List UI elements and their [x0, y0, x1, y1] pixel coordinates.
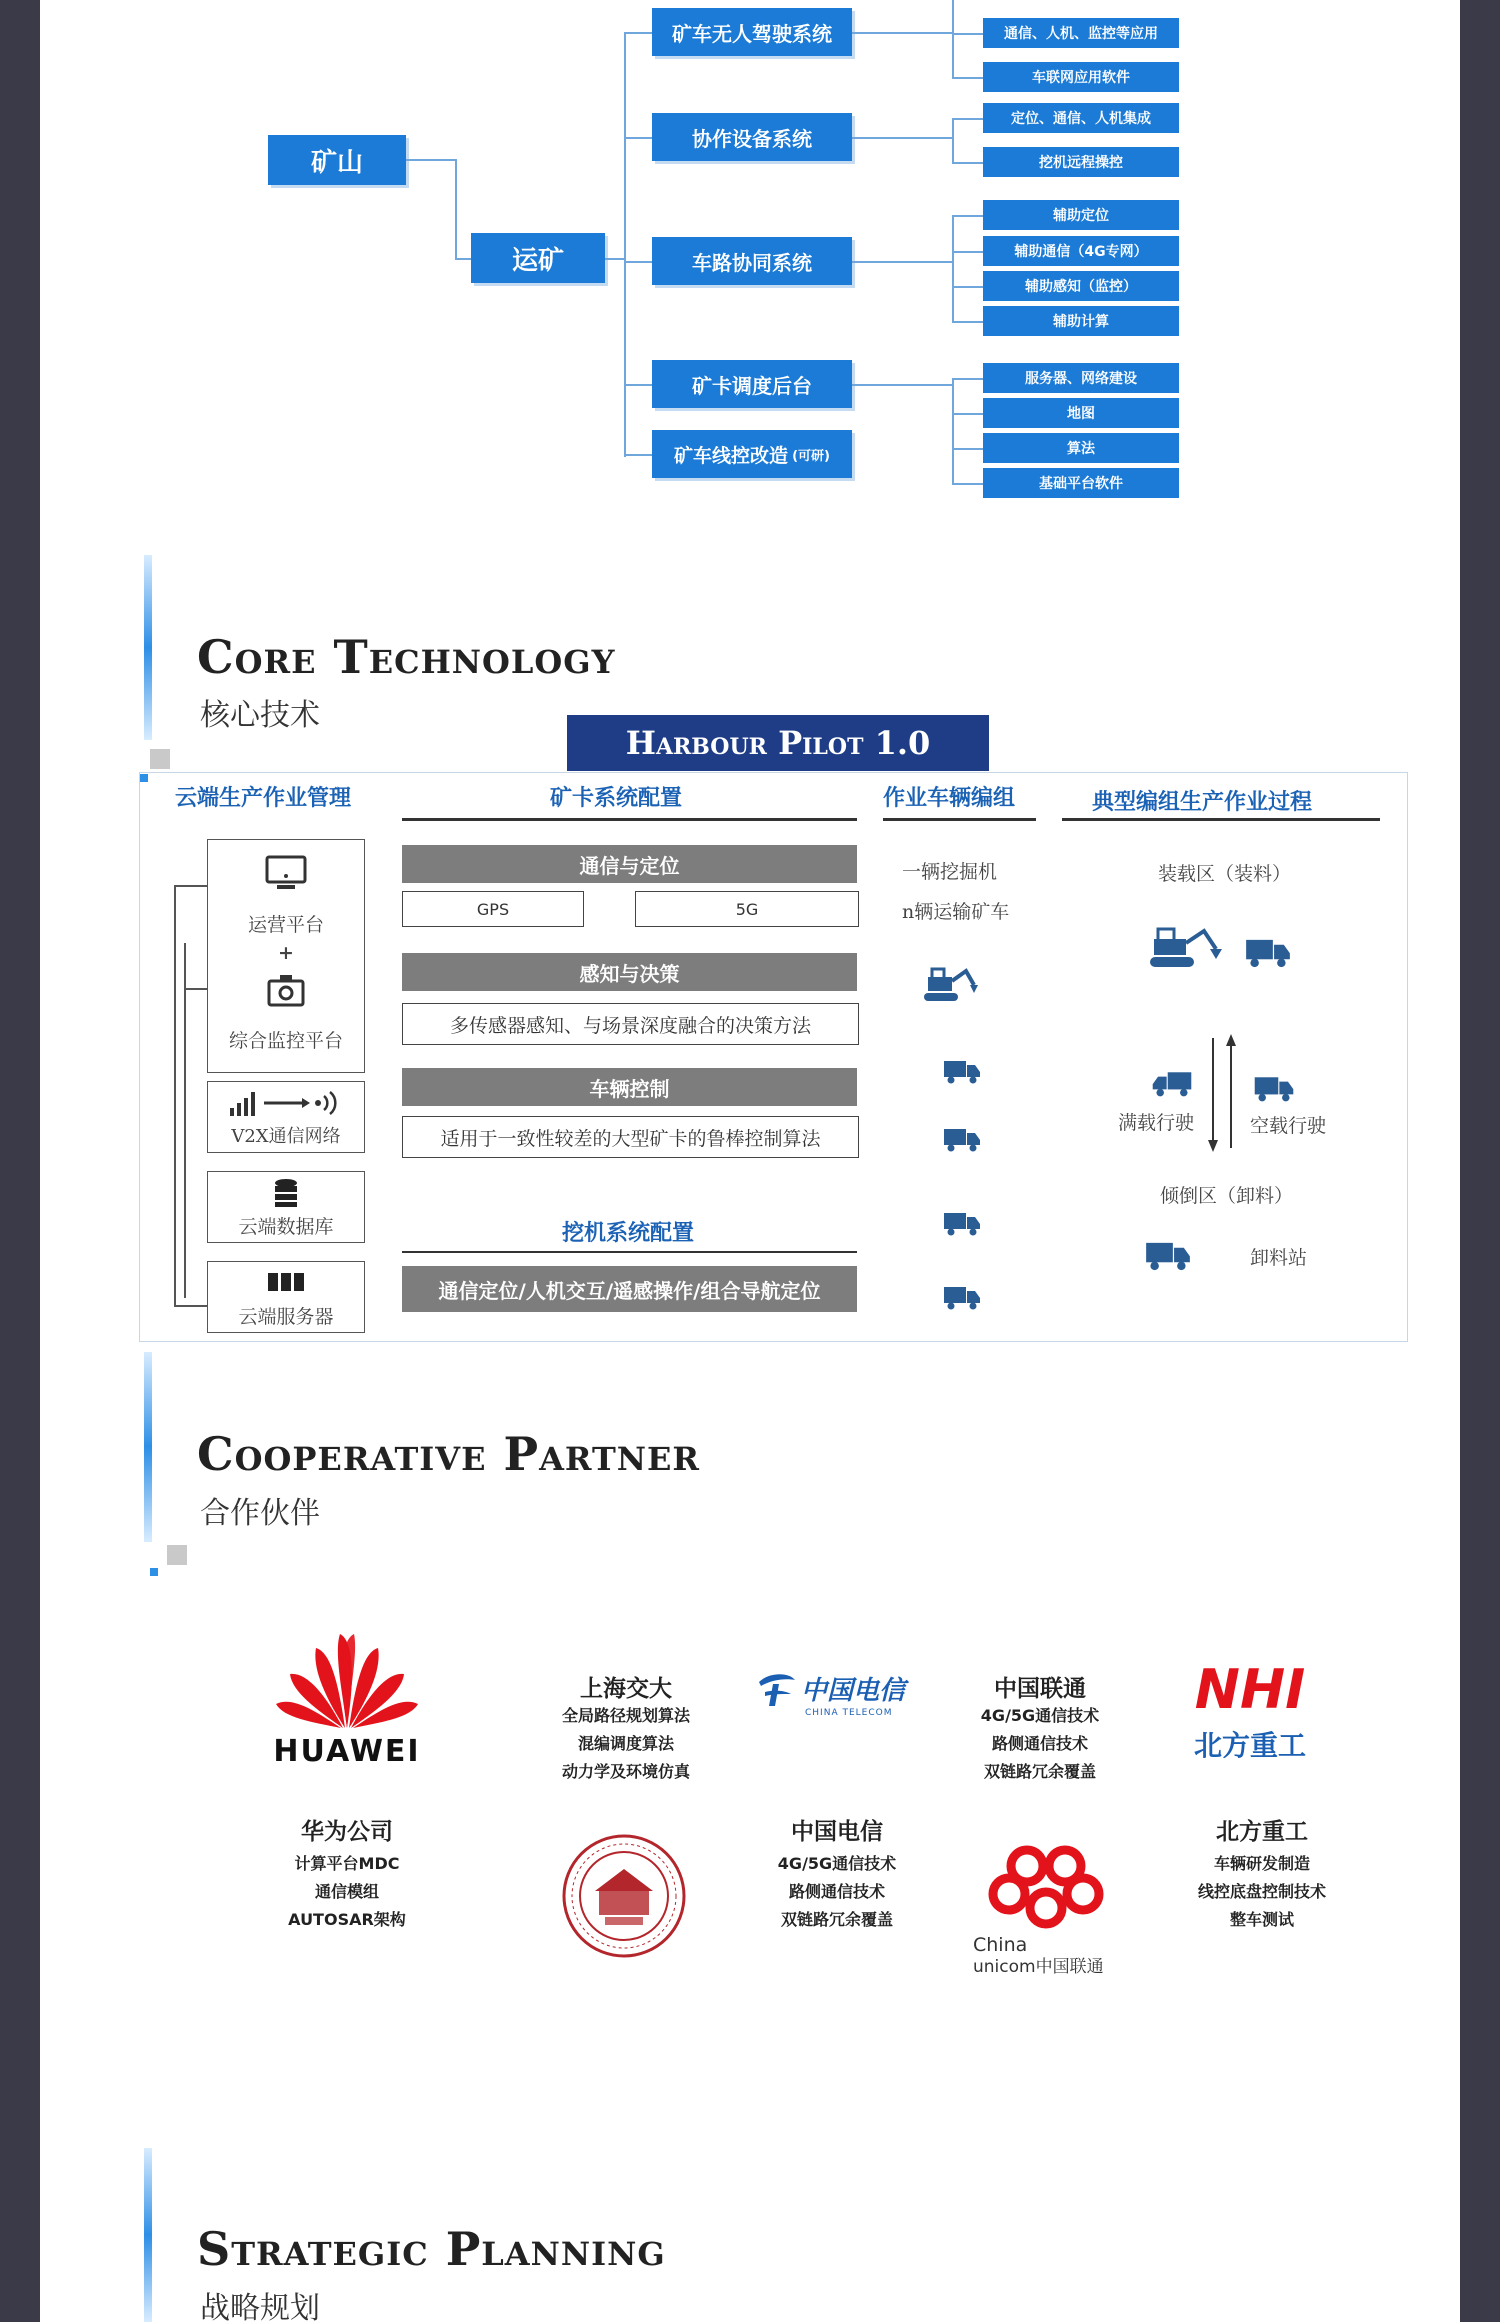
control-bar: 车辆控制 [402, 1068, 857, 1106]
connector [952, 0, 954, 78]
core-tech-title: Core Technology [197, 630, 616, 684]
leaf: 地图 [983, 398, 1179, 428]
system-4 [652, 430, 852, 478]
fleet-line1: 一辆挖掘机 [902, 861, 998, 883]
dump-area: 倾倒区（卸料） [1160, 1185, 1294, 1207]
huawei-item: 通信模组 [314, 1882, 379, 1901]
camera-icon [265, 972, 307, 1010]
leaf: 定位、通信、人机集成 [983, 103, 1179, 133]
col3-head: 作业车辆编组 [883, 785, 1016, 811]
huawei-wordmark: HUAWEI [273, 1734, 421, 1769]
sjtu-name: 上海交大 [580, 1676, 672, 1702]
col3-underline [883, 818, 1036, 821]
sjtu-item: 混编调度算法 [577, 1734, 674, 1753]
connector [952, 162, 983, 164]
col2-head: 矿卡系统配置 [550, 785, 683, 811]
database-box [207, 1171, 365, 1243]
unicom-wordmark-en1: China [973, 1934, 1028, 1956]
system-0: 矿车无人驾驶系统 [652, 8, 852, 56]
connector [952, 483, 983, 485]
connector [952, 321, 983, 323]
section-accent-bar [144, 2148, 152, 2322]
signal-icon [226, 1088, 346, 1118]
leaf: 辅助通信（4G专网） [983, 236, 1179, 266]
col1-connector [184, 943, 186, 1298]
connector [952, 118, 983, 120]
sjtu-item: 动力学及环境仿真 [561, 1762, 690, 1781]
platform-box [207, 839, 365, 1073]
truck-icon [942, 1057, 982, 1085]
huawei-logo [272, 1630, 422, 1780]
monitor-platform-label: 综合监控平台 [228, 1030, 343, 1052]
perception-bar: 感知与决策 [402, 953, 857, 991]
connector [952, 215, 983, 217]
connector [952, 286, 983, 288]
leaf: 服务器、网络建设 [983, 363, 1179, 393]
gps-box: GPS [402, 891, 584, 927]
telecom-desc [747, 1850, 927, 1934]
col2-underline [402, 818, 857, 821]
v2x-box [207, 1081, 365, 1153]
v2x-label: V2X通信网络 [231, 1126, 341, 1147]
unicom-knot-icon [987, 1838, 1105, 1932]
leaf: 辅助感知（监控） [983, 271, 1179, 301]
partner-subtitle: 合作伙伴 [200, 1496, 320, 1531]
comm-bar: 通信与定位 [402, 845, 857, 883]
excavator-underline [402, 1251, 857, 1253]
huawei-item: AUTOSAR架构 [288, 1910, 406, 1929]
partner-title: Cooperative Partner [197, 1427, 700, 1481]
control-desc: 适用于一致性较差的大型矿卡的鲁棒控制算法 [402, 1116, 859, 1158]
excavator-icon [922, 963, 980, 1003]
system-3: 矿卡调度后台 [652, 360, 852, 408]
connector [624, 137, 652, 139]
telecom-wordmark: 中国电信 [801, 1676, 906, 1706]
connector [852, 32, 952, 34]
connector [952, 413, 983, 415]
nhi-name: 北方重工 [1216, 1819, 1308, 1845]
sjtu-seal-icon [561, 1833, 687, 1959]
huawei-desc [262, 1850, 432, 1934]
nhi-item: 线控底盘控制技术 [1197, 1882, 1326, 1901]
perception-desc: 多传感器感知、与场景深度融合的决策方法 [402, 1003, 859, 1045]
truck-icon [942, 1209, 982, 1237]
connector [455, 159, 457, 259]
load-area: 装载区（装料） [1158, 863, 1292, 885]
huawei-name: 华为公司 [301, 1819, 393, 1845]
connector [952, 33, 983, 35]
unicom-item: 路侧通信技术 [991, 1734, 1088, 1753]
section-accent-bar [144, 1352, 152, 1542]
system-2: 车路协同系统 [652, 237, 852, 285]
connector [852, 261, 952, 263]
database-icon [272, 1178, 300, 1208]
connector [624, 384, 652, 386]
server-box [207, 1261, 365, 1333]
harbour-pilot-banner: Harbour Pilot 1.0 [567, 715, 989, 771]
leaf: 挖机远程操控 [983, 147, 1179, 177]
connector [624, 32, 626, 457]
core-tech-subtitle: 核心技术 [200, 698, 320, 733]
truck-icon [1150, 1068, 1194, 1098]
sjtu-desc [526, 1702, 726, 1786]
col4-head: 典型编组生产作业过程 [1092, 789, 1313, 815]
col1-connector [174, 885, 176, 1305]
connector [852, 137, 952, 139]
truck-icon [942, 1125, 982, 1153]
unicom-wordmark-en2: unicom中国联通 [973, 1957, 1104, 1977]
fleet-line2: n辆运输矿车 [902, 901, 1010, 923]
system-1: 协作设备系统 [652, 113, 852, 161]
dump-station: 卸料站 [1250, 1247, 1308, 1269]
col1-connector [184, 988, 207, 990]
connector [455, 258, 471, 260]
unicom-item: 双链路冗余覆盖 [983, 1762, 1096, 1781]
server-label: 云端服务器 [238, 1306, 334, 1328]
leaf: 基础平台软件 [983, 468, 1179, 498]
telecom-item: 路侧通信技术 [788, 1882, 885, 1901]
huawei-item: 计算平台MDC [294, 1854, 400, 1873]
telecom-name: 中国电信 [791, 1819, 883, 1845]
connector [952, 448, 983, 450]
excavator-bar: 通信定位/人机交互/遥感操作/组合导航定位 [402, 1266, 857, 1312]
sjtu-item: 全局路径规划算法 [561, 1706, 690, 1725]
telecom-logo [755, 1668, 915, 1738]
connector [852, 384, 952, 386]
telecom-item: 双链路冗余覆盖 [780, 1910, 893, 1929]
unicom-item: 4G/5G通信技术 [980, 1706, 1100, 1725]
nhi-logo [1170, 1658, 1330, 1762]
connector [624, 32, 652, 34]
connector [406, 159, 456, 161]
decor-square [150, 749, 170, 769]
leaf: 通信、人机、监控等应用 [983, 18, 1179, 48]
empty-driving: 空载行驶 [1250, 1115, 1327, 1137]
connector [952, 378, 954, 484]
core-tech-panel [139, 772, 1408, 1342]
telecom-swirl-icon [755, 1670, 799, 1710]
monitor-icon [263, 854, 309, 892]
system-4-tag: (可研) [792, 448, 830, 464]
connector [952, 118, 954, 163]
truck-icon [1143, 1238, 1193, 1272]
system-4-label: 矿车线控改造 [674, 444, 789, 467]
tree-root: 矿山 [268, 135, 406, 185]
connector [605, 258, 625, 260]
unicom-logo [973, 1838, 1123, 1978]
section-accent-bar [144, 555, 152, 740]
nhi-wordmark: NHI [1194, 1658, 1306, 1721]
telecom-wordmark-en: CHINA TELECOM [805, 1708, 893, 1718]
excavator-head: 挖机系统配置 [562, 1220, 695, 1246]
leaf: 车联网应用软件 [983, 62, 1179, 92]
flow-arrows-icon [1205, 1028, 1239, 1158]
ops-platform-label: 运营平台 [247, 914, 324, 936]
excavator-icon [1148, 923, 1226, 971]
nhi-desc [1152, 1850, 1372, 1934]
tree-branch: 运矿 [471, 233, 605, 283]
col1-head: 云端生产作业管理 [175, 785, 352, 811]
col4-underline [1062, 818, 1380, 821]
nhi-item: 车辆研发制造 [1213, 1854, 1310, 1873]
truck-icon [1243, 935, 1293, 969]
page [40, 0, 1460, 2322]
connector [952, 251, 983, 253]
huawei-petals-icon [272, 1630, 422, 1730]
strategy-subtitle: 战略规划 [200, 2291, 320, 2322]
loaded-driving: 满载行驶 [1118, 1112, 1195, 1134]
leaf: 辅助计算 [983, 306, 1179, 336]
connector [952, 378, 983, 380]
col1-connector [174, 885, 207, 887]
server-icon [266, 1270, 306, 1294]
connector [624, 454, 652, 456]
decor-square [167, 1545, 187, 1565]
connector [952, 215, 954, 322]
database-label: 云端数据库 [238, 1216, 334, 1238]
plus-sign: + [278, 942, 294, 964]
leaf: 辅助定位 [983, 200, 1179, 230]
nhi-item: 整车测试 [1229, 1910, 1294, 1929]
strategy-title: Strategic Planning [197, 2222, 666, 2276]
connector [624, 261, 652, 263]
leaf: 算法 [983, 433, 1179, 463]
nhi-wordmark-cn: 北方重工 [1193, 1729, 1306, 1762]
unicom-name: 中国联通 [994, 1676, 1086, 1702]
telecom-item: 4G/5G通信技术 [777, 1854, 897, 1873]
truck-icon [1252, 1073, 1296, 1103]
5g-box: 5G [635, 891, 859, 927]
col1-connector [174, 1305, 207, 1307]
decor-square [140, 774, 148, 782]
decor-square [150, 1568, 158, 1576]
truck-icon [942, 1283, 982, 1311]
connector [952, 77, 983, 79]
unicom-desc [940, 1702, 1140, 1786]
